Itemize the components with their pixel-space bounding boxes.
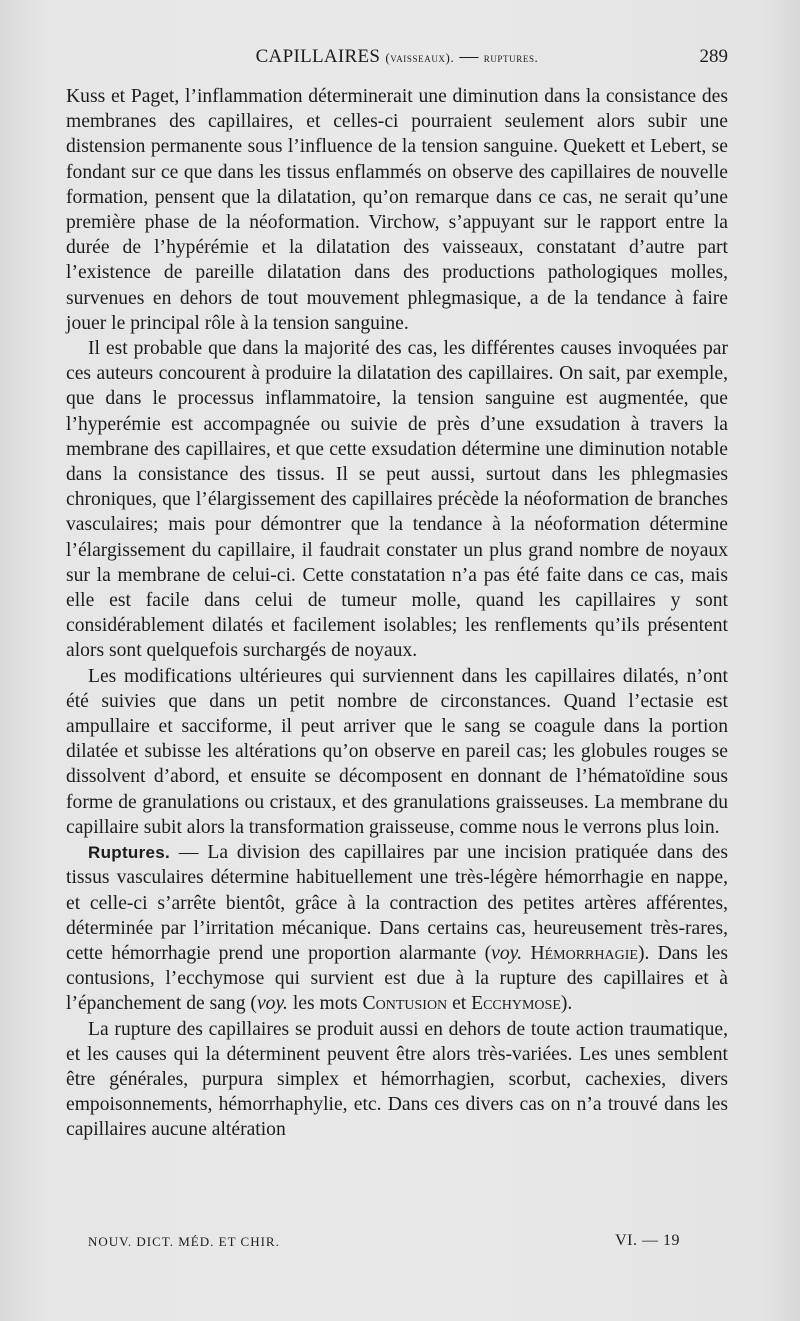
paragraph-ruptures	[66, 840, 728, 1016]
footer-volume-sheet: VI. — 19	[615, 1232, 680, 1249]
paragraph-ruptures-text-a: — La division des capillaires par une incision pratiquée dans des tissus vasculaires détermine habituellement une très-légère hémorrhagie en nappe, et celle-ci s’arrête bientôt, grâce à la contraction des petites artères afférentes, déterminée par l’irritation mécanique. Dans certains cas, heureusement très-rares, cette hémorrhagie prend une proportion alarmante (	[66, 842, 728, 964]
running-title	[66, 46, 728, 68]
page-header	[66, 44, 728, 76]
cross-reference-hemorrhagie: Hémorrhagie	[522, 942, 638, 964]
paragraph-ruptures-text-c: les mots	[287, 993, 363, 1015]
voy-reference-2: voy.	[256, 993, 288, 1015]
section-heading-ruptures: Ruptures.	[88, 843, 171, 863]
body-text	[66, 84, 728, 1143]
paragraph-ruptures-text-b: ). Dans les contusions, l’ecchymose qui survient est due à la rupture des capillaires et à l’épanchement de sang (	[66, 942, 728, 1015]
page-number: 289	[699, 46, 728, 67]
cross-reference-ecchymose: Ecchymose	[471, 993, 561, 1015]
paragraph-1: Kuss et Paget, l’inflammation déterminerait une diminution dans la consistance des membranes des capillaires, et celles-ci pourraient seulement alors subir une distension permanente sous l’influence de la tension sanguine. Quekett et Lebert, se fondant sur ce que dans les tissus enflammés on observe des capillaires de nouvelle formation, pensent que la dilatation, qu’on remarque dans ce cas, ne serait qu’une première phase de la néoformation. Virchow, s’appuyant sur le rapport entre la durée de l’hypérémie et la dilatation des vaisseaux, constatant d’autre part l’existence de pareille dilatation dans des productions pathologiques molles, survenues en dehors de tout mouvement phlegmasique, a de la tendance à faire jouer le principal rôle à la tension sanguine.	[66, 86, 728, 334]
running-title-main: CAPILLAIRES	[255, 46, 381, 67]
paragraph-ruptures-text-d: et	[447, 993, 472, 1015]
paragraph-ruptures-text-e: ).	[560, 993, 573, 1015]
voy-reference-1: voy.	[491, 942, 523, 964]
footer-signature: NOUV. DICT. MÉD. ET CHIR.	[88, 1234, 280, 1249]
running-title-section: ruptures.	[483, 50, 539, 65]
cross-reference-contusion: Contusion	[362, 993, 448, 1015]
page-footer	[88, 1232, 680, 1254]
paragraph-2: Il est probable que dans la majorité des cas, les différentes causes invoquées par ces auteurs concourent à produire la dilatation des capillaires. On sait, par exemple, que dans le processus inflammatoire, la tension sanguine est augmentée, que l’hyperémie est accompagnée ou suivie de près d’une exsudation à travers la membrane des capillaires, et que cette exsudation détermine une diminution notable dans la consistance des tissus. Il se peut aussi, surtout dans les phlegmasies chroniques, que l’élargissement des capillaires précède la néoformation de branches vasculaires; mais pour démontrer que la tendance à la néoformation détermine l’élargissement du capillaire, il faudrait constater un plus grand nombre de noyaux sur la membrane de celui-ci. Cette constatation n’a pas été faite dans ce cas, mais elle est facile dans celui de tumeur molle, quand les capillaires y sont considérablement dilatés et facilement isolables; les renflements qu’ils présentent alors sont quelquefois surchargés de noyaux.	[66, 338, 728, 662]
paragraph-3: Les modifications ultérieures qui surviennent dans les capillaires dilatés, n’ont été suivies que dans un petit nombre de circonstances. Quand l’ectasie est ampullaire et sacciforme, il peut arriver que le sang se coagule dans la portion dilatée et subisse les altérations qu’on observe en pareil cas; les globules rouges se dissolvent d’abord, et ensuite se décomposent en donnant de l’hématoïdine sous forme de granulations ou cristaux, et des granulations graisseuses. La membrane du capillaire subit alors la transformation graisseuse, comme nous le verrons plus loin.	[66, 665, 728, 838]
paragraph-5: La rupture des capillaires se produit aussi en dehors de toute action traumatique, et les causes qui la déterminent peuvent être alors très-variées. Les unes semblent être générales, purpura simplex et hémorrhagien, scorbut, cachexies, divers empoisonnements, hémorrhaphylie, etc. Dans ces divers cas on n’a trouvé dans les capillaires aucune altération	[66, 1018, 728, 1141]
running-title-sub: (vaisseaux).	[385, 50, 455, 65]
running-title-separator: —	[459, 46, 479, 67]
